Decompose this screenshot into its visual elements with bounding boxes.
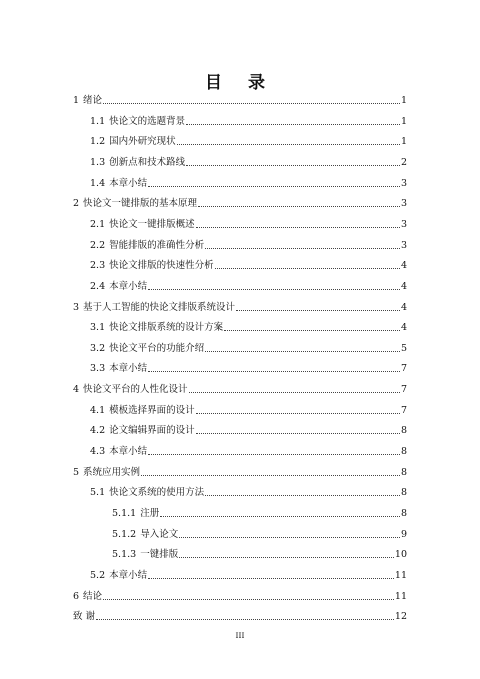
toc-entry-text: 本章小结 bbox=[109, 446, 148, 458]
toc-entry-number: 3 bbox=[73, 301, 80, 313]
toc-entry[interactable] bbox=[90, 258, 407, 272]
toc-leader-dots bbox=[148, 186, 400, 187]
toc-entry[interactable] bbox=[90, 217, 407, 231]
toc-entry[interactable] bbox=[90, 155, 407, 169]
toc-entry-label bbox=[90, 322, 223, 334]
toc-entry-text: 国内外研究现状 bbox=[109, 136, 176, 148]
page-title: 目 录 bbox=[205, 73, 275, 93]
toc-entry-page: 7 bbox=[400, 384, 407, 396]
toc-entry-number: 4.1 bbox=[90, 404, 106, 416]
toc-entry-text: 导入论文 bbox=[140, 528, 179, 540]
toc-entry[interactable] bbox=[73, 93, 407, 107]
toc-entry[interactable] bbox=[90, 403, 407, 417]
toc-entry-number: 1.1 bbox=[90, 115, 106, 127]
toc-entry-number: 4.2 bbox=[90, 425, 106, 437]
toc-entry-label bbox=[90, 405, 195, 417]
toc-entry-page: 8 bbox=[400, 425, 407, 437]
toc-entry-number: 6 bbox=[73, 590, 80, 602]
toc-entry[interactable] bbox=[112, 527, 407, 541]
toc-entry-number: 3.1 bbox=[90, 322, 106, 334]
toc-entry-text: 模板选择界面的设计 bbox=[109, 404, 195, 416]
toc-entry-number: 4.3 bbox=[90, 446, 106, 458]
toc-entry[interactable] bbox=[90, 114, 407, 128]
toc-entry[interactable] bbox=[112, 547, 407, 561]
toc-entry-text: 论文编辑界面的设计 bbox=[109, 425, 195, 437]
toc-entry-text: 绪论 bbox=[83, 95, 103, 106]
toc-entry-text: 结论 bbox=[83, 590, 103, 602]
toc-entry-label bbox=[73, 95, 102, 107]
toc-entry-page: 1 bbox=[400, 136, 407, 148]
toc-entry[interactable] bbox=[90, 444, 407, 458]
toc-entry-text: 快论文一键排版的基本原理 bbox=[83, 198, 198, 210]
toc-entry[interactable] bbox=[90, 176, 407, 190]
toc-entry-number: 2.4 bbox=[90, 280, 106, 292]
toc-entry-number: 1.2 bbox=[90, 136, 106, 148]
toc-leader-dots bbox=[186, 124, 400, 125]
toc-entry-label bbox=[90, 487, 204, 499]
toc-entry-page: 7 bbox=[400, 404, 407, 416]
toc-entry-text: 本章小结 bbox=[109, 363, 148, 375]
toc-entry-number: 5.1.2 bbox=[112, 528, 137, 540]
toc-entry-label bbox=[112, 529, 178, 541]
toc-entry-page: 11 bbox=[394, 590, 407, 602]
toc-entry-number: 5.1.1 bbox=[112, 508, 137, 519]
toc-entry-page: 1 bbox=[400, 95, 407, 106]
toc-entry-label bbox=[73, 591, 102, 603]
toc-entry-page: 11 bbox=[394, 569, 407, 581]
toc-entry-page: 8 bbox=[400, 508, 407, 519]
toc-entry-label bbox=[90, 281, 147, 293]
toc-entry-label bbox=[90, 219, 195, 231]
toc-entry[interactable] bbox=[73, 465, 407, 479]
toc-entry-page: 4 bbox=[400, 280, 407, 292]
toc-entry-label bbox=[90, 570, 147, 582]
toc-entry-text: 本章小结 bbox=[109, 569, 148, 581]
toc-entry[interactable] bbox=[90, 361, 407, 375]
toc-entry-text: 致 谢 bbox=[73, 611, 96, 623]
toc-entry-page: 2 bbox=[400, 156, 407, 168]
toc-leader-dots bbox=[205, 248, 400, 249]
toc-leader-dots bbox=[177, 144, 400, 145]
toc-entry-label bbox=[90, 157, 185, 169]
toc-entry-page: 4 bbox=[400, 301, 407, 313]
toc-entry-label bbox=[90, 260, 214, 272]
toc-entry[interactable] bbox=[90, 485, 407, 499]
toc-entry-number: 4 bbox=[73, 384, 80, 396]
toc-entry-page: 3 bbox=[400, 218, 407, 230]
toc-entry-page: 8 bbox=[400, 446, 407, 458]
toc-entry-label bbox=[90, 363, 147, 375]
toc-leader-dots bbox=[215, 268, 400, 269]
toc-entry-number: 5 bbox=[73, 466, 80, 478]
toc-leader-dots bbox=[198, 206, 400, 207]
toc-entry-text: 本章小结 bbox=[109, 177, 148, 189]
toc-leader-dots bbox=[103, 103, 400, 104]
toc-entry-text: 快论文的选题背景 bbox=[109, 115, 186, 127]
toc-leader-dots bbox=[189, 392, 400, 393]
toc-entry-page: 12 bbox=[394, 611, 407, 623]
toc-entry-text: 快论文排版系统的设计方案 bbox=[109, 322, 224, 334]
toc-entry-page: 9 bbox=[400, 528, 407, 540]
toc-entry-page: 3 bbox=[400, 198, 407, 210]
toc-entry[interactable] bbox=[90, 238, 407, 252]
toc-entry-number: 1 bbox=[73, 95, 80, 106]
toc-entry[interactable] bbox=[73, 382, 407, 396]
toc-entry[interactable] bbox=[90, 423, 407, 437]
toc-entry-label bbox=[90, 446, 147, 458]
toc-entry[interactable] bbox=[73, 300, 407, 314]
toc-entry-label bbox=[90, 136, 176, 148]
toc-entry[interactable] bbox=[112, 506, 407, 520]
toc-entry[interactable] bbox=[73, 609, 407, 623]
toc-entry-label bbox=[73, 198, 197, 210]
toc-entry-label bbox=[73, 302, 235, 314]
toc-entry-text: 快论文一键排版概述 bbox=[109, 218, 195, 230]
toc-entry-number: 1.4 bbox=[90, 177, 106, 189]
toc-entry-page: 5 bbox=[400, 342, 407, 354]
toc-entry-page: 8 bbox=[400, 487, 407, 499]
toc-leader-dots bbox=[148, 454, 400, 455]
toc-entry-number: 3.3 bbox=[90, 363, 106, 375]
toc-entry[interactable] bbox=[90, 341, 407, 355]
toc-entry-text: 本章小结 bbox=[109, 280, 148, 292]
toc-entry[interactable] bbox=[90, 320, 407, 334]
toc-entry-number: 1.3 bbox=[90, 156, 106, 168]
toc-entry[interactable] bbox=[90, 279, 407, 293]
toc-leader-dots bbox=[205, 351, 400, 352]
toc-entry-number: 2.1 bbox=[90, 218, 106, 230]
toc-entry-text: 快论文排版的快速性分析 bbox=[109, 260, 214, 272]
toc-leader-dots bbox=[224, 330, 400, 331]
toc-leader-dots bbox=[148, 578, 394, 579]
toc-entry-label bbox=[73, 467, 140, 479]
toc-leader-dots bbox=[236, 310, 400, 311]
toc-leader-dots bbox=[148, 289, 400, 290]
toc-leader-dots bbox=[196, 227, 400, 228]
toc-entry-number: 5.2 bbox=[90, 569, 106, 581]
toc-entry-page: 4 bbox=[400, 322, 407, 334]
toc-entry-page: 10 bbox=[394, 549, 407, 561]
toc-entry[interactable] bbox=[90, 568, 407, 582]
toc-entry-number: 3.2 bbox=[90, 342, 106, 354]
toc-entry-text: 快论文系统的使用方法 bbox=[109, 487, 205, 499]
toc-leader-dots bbox=[205, 495, 400, 496]
toc-leader-dots bbox=[179, 557, 394, 558]
toc-entry-text: 智能排版的准确性分析 bbox=[109, 239, 205, 251]
toc-leader-dots bbox=[141, 475, 400, 476]
toc-entry-page: 4 bbox=[400, 260, 407, 272]
toc-entry-label bbox=[90, 178, 147, 190]
toc-leader-dots bbox=[96, 619, 394, 620]
toc-entry-label bbox=[90, 425, 195, 437]
toc-entry[interactable] bbox=[73, 589, 407, 603]
toc-entry-label bbox=[90, 240, 204, 252]
toc-entry-number: 5.1 bbox=[90, 487, 106, 499]
toc-entry-label bbox=[112, 508, 159, 520]
toc-entry-number: 5.1.3 bbox=[112, 549, 137, 561]
toc-entry-text: 快论文平台的功能介绍 bbox=[109, 342, 205, 354]
toc-entry-page: 3 bbox=[400, 239, 407, 251]
toc-entry-page: 7 bbox=[400, 363, 407, 375]
toc-leader-dots bbox=[148, 371, 400, 372]
page-number: III bbox=[235, 631, 245, 640]
toc-leader-dots bbox=[179, 537, 400, 538]
toc-entry-text: 一键排版 bbox=[140, 549, 179, 561]
toc-entry-label bbox=[73, 384, 188, 396]
toc-entry-number: 2.2 bbox=[90, 239, 106, 251]
toc-entry-text: 基于人工智能的快论文排版系统设计 bbox=[83, 301, 236, 313]
toc-entry-label bbox=[90, 343, 204, 355]
toc-entry[interactable] bbox=[90, 134, 407, 148]
toc-entry-label bbox=[112, 549, 178, 561]
toc-entry-text: 快论文平台的人性化设计 bbox=[83, 384, 188, 396]
toc-entry[interactable] bbox=[73, 196, 407, 210]
toc-entry-text: 创新点和技术路线 bbox=[109, 156, 186, 168]
toc-entry-text: 系统应用实例 bbox=[83, 466, 141, 478]
toc-leader-dots bbox=[196, 413, 400, 414]
toc-entry-number: 2.3 bbox=[90, 260, 106, 272]
toc-leader-dots bbox=[186, 165, 400, 166]
toc-leader-dots bbox=[196, 433, 400, 434]
toc-entry-label bbox=[90, 116, 185, 128]
toc-entry-label bbox=[73, 611, 95, 623]
toc-entry-number: 2 bbox=[73, 198, 80, 210]
toc-entry-text: 注册 bbox=[140, 508, 160, 519]
toc-entry-page: 8 bbox=[400, 466, 407, 478]
toc-entry-page: 1 bbox=[400, 115, 407, 127]
toc-leader-dots bbox=[160, 516, 400, 517]
toc-entry-page: 3 bbox=[400, 177, 407, 189]
toc-leader-dots bbox=[103, 599, 394, 600]
